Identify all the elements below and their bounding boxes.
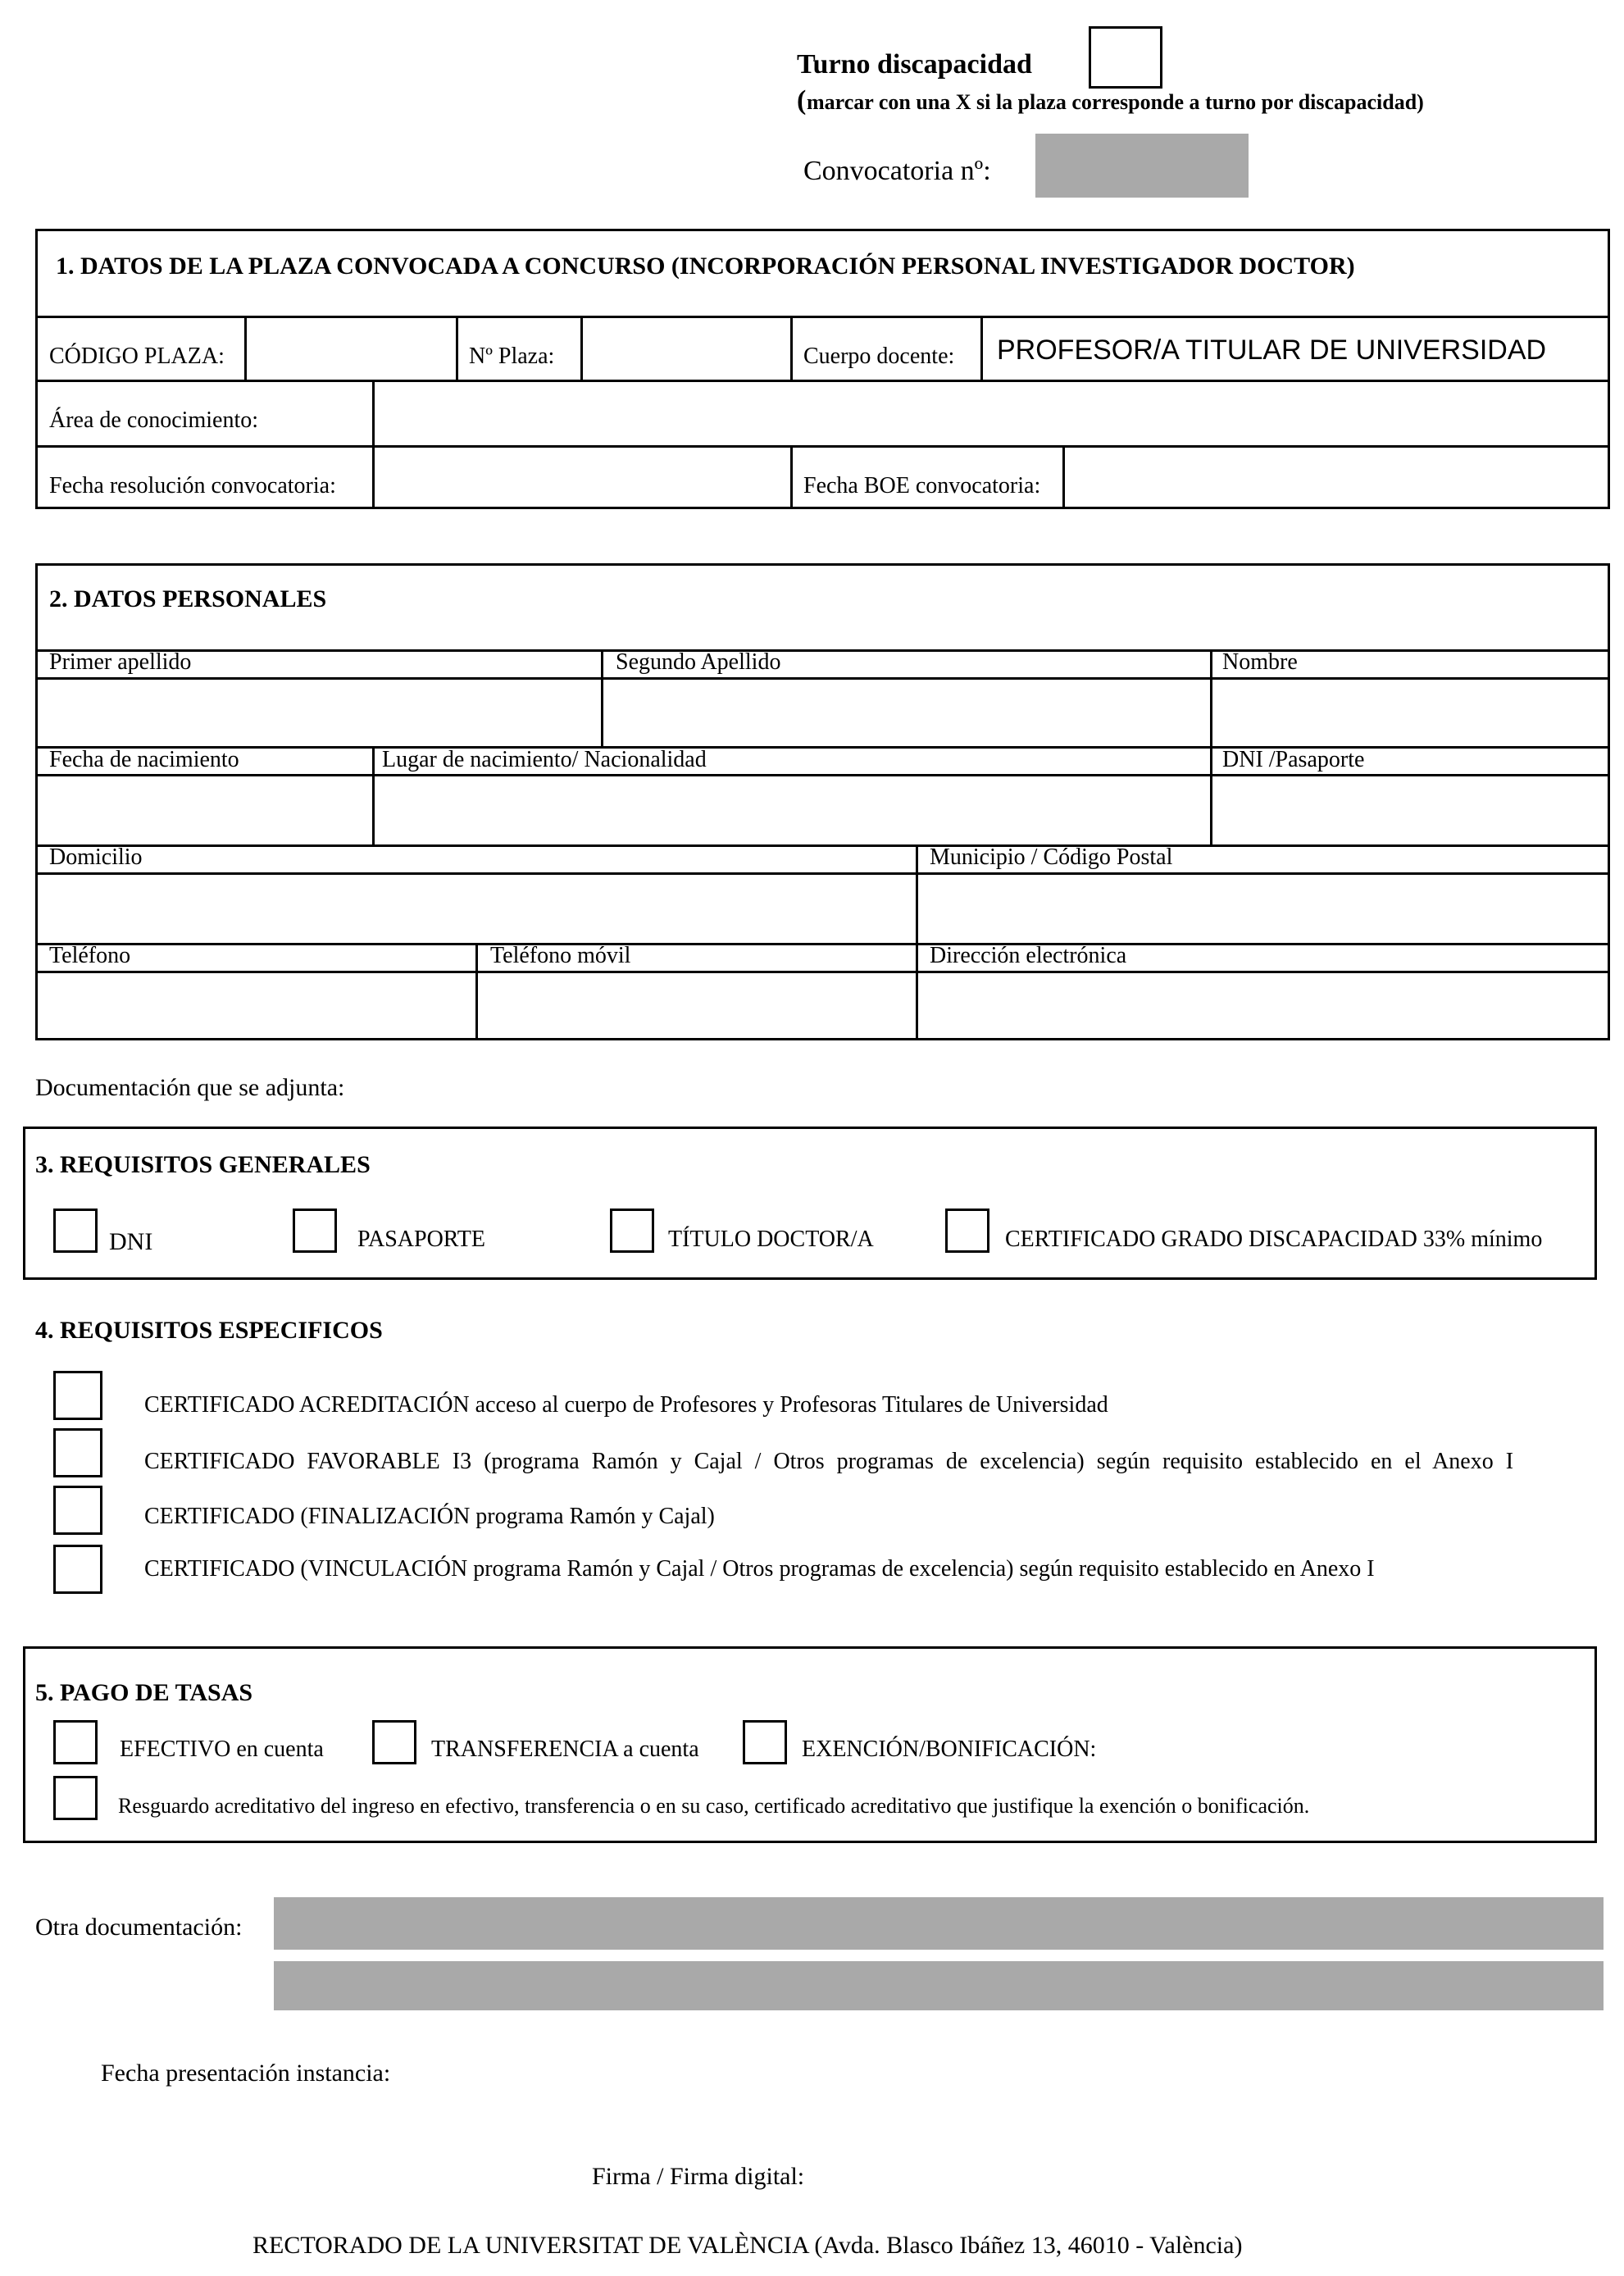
dni-pasaporte-input[interactable] xyxy=(1212,776,1608,844)
section1-title: 1. DATOS DE LA PLAZA CONVOCADA A CONCURSO (INCORPORACIÓN PERSONAL INVESTIGADOR DOCTOR) xyxy=(56,253,1355,280)
documentacion-label: Documentación que se adjunta: xyxy=(35,1074,345,1101)
lugar-nacimiento-input[interactable] xyxy=(375,776,1209,844)
otra-documentacion-field-2[interactable] xyxy=(274,1961,1604,2010)
area-conocimiento-label: Área de conocimiento: xyxy=(49,407,259,433)
section4-title: 4. REQUISITOS ESPECIFICOS xyxy=(35,1317,383,1344)
acreditacion-checkbox[interactable] xyxy=(53,1371,102,1420)
exencion-label: EXENCIÓN/BONIFICACIÓN: xyxy=(802,1737,1097,1762)
favorable-i3-checkbox[interactable] xyxy=(53,1428,102,1477)
discapacidad-checkbox[interactable] xyxy=(945,1209,989,1253)
segundo-apellido-input[interactable] xyxy=(603,680,1209,745)
divider xyxy=(790,445,793,509)
direccion-electronica-label: Dirección electrónica xyxy=(930,943,1127,968)
divider xyxy=(35,746,1610,749)
acreditacion-label: CERTIFICADO ACREDITACIÓN acceso al cuerpo de Profesores y Profesoras Titulares de Universidad xyxy=(144,1392,1108,1418)
otra-documentacion-field-1[interactable] xyxy=(274,1897,1604,1950)
section3-title: 3. REQUISITOS GENERALES xyxy=(35,1151,371,1178)
divider xyxy=(35,649,1610,652)
convocatoria-field[interactable] xyxy=(1035,134,1249,198)
fecha-nacimiento-input[interactable] xyxy=(38,776,371,844)
titulo-doctor-checkbox[interactable] xyxy=(610,1209,654,1253)
pasaporte-label: PASAPORTE xyxy=(357,1227,486,1252)
codigo-plaza-label: CÓDIGO PLAZA: xyxy=(49,344,225,369)
convocatoria-label: Convocatoria nº: xyxy=(803,156,991,186)
fecha-nacimiento-label: Fecha de nacimiento xyxy=(49,747,239,772)
divider xyxy=(35,943,1610,945)
municipio-input[interactable] xyxy=(918,875,1608,942)
telefono-movil-input[interactable] xyxy=(478,973,915,1039)
turno-note-paren: ( xyxy=(797,85,807,116)
nombre-input[interactable] xyxy=(1212,680,1608,745)
nplaza-label: Nº Plaza: xyxy=(469,344,555,369)
resguardo-checkbox[interactable] xyxy=(53,1776,98,1820)
vinculacion-label: CERTIFICADO (VINCULACIÓN programa Ramón y Cajal / Otros programas de excelencia) según requisito establecido en Anexo I xyxy=(144,1556,1375,1582)
dni-checkbox[interactable] xyxy=(53,1209,98,1253)
finalizacion-label: CERTIFICADO (FINALIZACIÓN programa Ramón y Cajal) xyxy=(144,1504,715,1529)
efectivo-label: EFECTIVO en cuenta xyxy=(120,1737,324,1762)
primer-apellido-label: Primer apellido xyxy=(49,649,192,675)
telefono-label: Teléfono xyxy=(49,943,131,968)
otra-documentacion-label: Otra documentación: xyxy=(35,1914,243,1941)
divider xyxy=(980,316,983,381)
telefono-input[interactable] xyxy=(38,973,475,1039)
section3-box xyxy=(23,1127,1597,1280)
footer-address: RECTORADO DE LA UNIVERSITAT DE VALÈNCIA (Avda. Blasco Ibáñez 13, 46010 - València) xyxy=(252,2232,1243,2259)
area-conocimiento-input[interactable] xyxy=(375,382,1608,444)
codigo-plaza-input[interactable] xyxy=(247,318,454,379)
discapacidad-label: CERTIFICADO GRADO DISCAPACIDAD 33% mínimo xyxy=(1005,1227,1543,1252)
cuerpo-docente-value: PROFESOR/A TITULAR DE UNIVERSIDAD xyxy=(997,335,1547,366)
divider xyxy=(456,316,458,381)
lugar-nacimiento-label: Lugar de nacimiento/ Nacionalidad xyxy=(382,747,707,772)
transferencia-label: TRANSFERENCIA a cuenta xyxy=(431,1737,699,1762)
section5-title: 5. PAGO DE TASAS xyxy=(35,1679,253,1706)
turno-discapacidad-checkbox[interactable] xyxy=(1089,26,1162,89)
segundo-apellido-label: Segundo Apellido xyxy=(616,649,781,675)
turno-discapacidad-label: Turno discapacidad xyxy=(797,49,1032,80)
turno-discapacidad-note: marcar con una X si la plaza corresponde a turno por discapacidad) xyxy=(807,90,1424,114)
telefono-movil-label: Teléfono móvil xyxy=(490,943,631,968)
fecha-boe-label: Fecha BOE convocatoria: xyxy=(803,473,1041,498)
dni-label: DNI xyxy=(109,1228,153,1255)
divider xyxy=(790,316,793,381)
fecha-resolucion-input[interactable] xyxy=(375,448,789,508)
municipio-label: Municipio / Código Postal xyxy=(930,844,1173,870)
exencion-checkbox[interactable] xyxy=(743,1720,787,1764)
section2-title: 2. DATOS PERSONALES xyxy=(49,585,327,612)
efectivo-checkbox[interactable] xyxy=(53,1720,98,1764)
favorable-i3-label: CERTIFICADO FAVORABLE I3 (programa Ramón y Cajal / Otros programas de excelencia) según requisito establecido en el Anexo I xyxy=(144,1449,1514,1474)
fecha-boe-input[interactable] xyxy=(1065,448,1608,508)
cuerpo-docente-label: Cuerpo docente: xyxy=(803,344,955,369)
titulo-doctor-label: TÍTULO DOCTOR/A xyxy=(668,1227,874,1252)
domicilio-label: Domicilio xyxy=(49,844,143,870)
nplaza-input[interactable] xyxy=(583,318,789,379)
direccion-electronica-input[interactable] xyxy=(918,973,1608,1039)
domicilio-input[interactable] xyxy=(38,875,915,942)
finalizacion-checkbox[interactable] xyxy=(53,1486,102,1535)
fecha-presentacion-label: Fecha presentación instancia: xyxy=(101,2060,391,2087)
pasaporte-checkbox[interactable] xyxy=(293,1209,337,1253)
resguardo-label: Resguardo acreditativo del ingreso en efectivo, transferencia o en su caso, certificado acreditativo que justifique la exención o bonificación. xyxy=(118,1794,1310,1818)
primer-apellido-input[interactable] xyxy=(38,680,600,745)
nombre-label: Nombre xyxy=(1222,649,1298,675)
vinculacion-checkbox[interactable] xyxy=(53,1545,102,1594)
firma-label: Firma / Firma digital: xyxy=(592,2163,805,2190)
divider xyxy=(35,844,1610,847)
transferencia-checkbox[interactable] xyxy=(372,1720,416,1764)
dni-pasaporte-label: DNI /Pasaporte xyxy=(1222,747,1365,772)
fecha-resolucion-label: Fecha resolución convocatoria: xyxy=(49,473,336,498)
